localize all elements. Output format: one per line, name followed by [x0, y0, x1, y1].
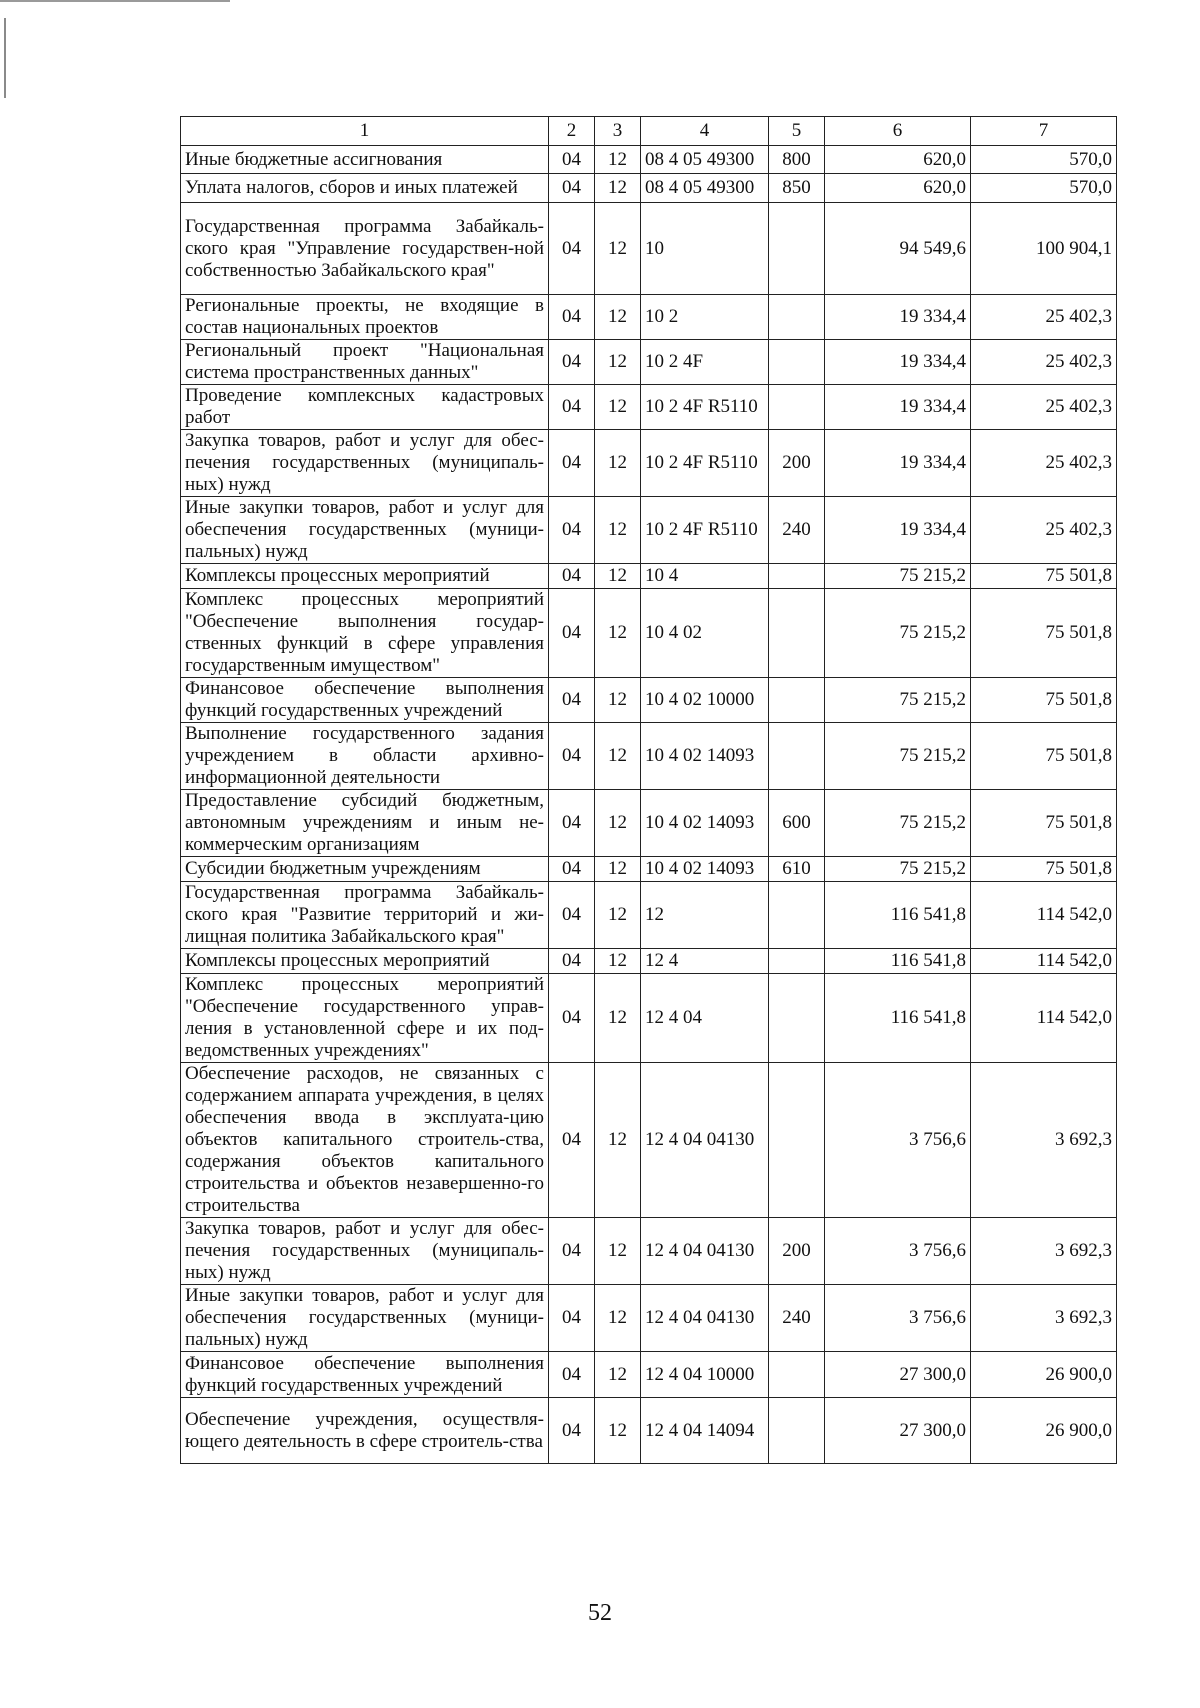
section-code-cell: 04: [549, 385, 595, 430]
section-code-cell: 04: [549, 295, 595, 340]
amount-year1-cell: 620,0: [825, 174, 971, 203]
amount-year2-cell: 570,0: [971, 146, 1117, 174]
amount-year1-cell: 19 334,4: [825, 385, 971, 430]
section-code-cell: 04: [549, 857, 595, 882]
row-name-cell: Иные бюджетные ассигнования: [181, 146, 549, 174]
table-row: [181, 857, 1117, 882]
expense-type-cell: [769, 340, 825, 385]
row-name-cell: Выполнение государственного задания учреждением в области архивно-информационной деятельности: [181, 723, 549, 790]
subsection-code-cell: 12: [595, 295, 641, 340]
column-header: 1: [181, 117, 549, 146]
table-header-row: [181, 117, 1117, 146]
amount-year2-cell: 26 900,0: [971, 1352, 1117, 1398]
expense-type-cell: 610: [769, 857, 825, 882]
subsection-code-cell: 12: [595, 146, 641, 174]
subsection-code-cell: 12: [595, 857, 641, 882]
table-row: [181, 340, 1117, 385]
expense-type-cell: [769, 385, 825, 430]
amount-year1-cell: 27 300,0: [825, 1352, 971, 1398]
expense-type-cell: 850: [769, 174, 825, 203]
column-header: 5: [769, 117, 825, 146]
scan-edge-mark-left: [4, 18, 6, 98]
amount-year1-cell: 3 756,6: [825, 1218, 971, 1285]
target-article-cell: 10: [641, 203, 769, 295]
amount-year1-cell: 116 541,8: [825, 882, 971, 949]
row-name-cell: Предоставление субсидий бюджетным, автономным учреждениям и иным не-коммерческим организациям: [181, 790, 549, 857]
row-name-cell: Комплексы процессных мероприятий: [181, 564, 549, 589]
amount-year2-cell: 114 542,0: [971, 949, 1117, 974]
amount-year1-cell: 75 215,2: [825, 723, 971, 790]
section-code-cell: 04: [549, 340, 595, 385]
subsection-code-cell: 12: [595, 949, 641, 974]
expense-type-cell: 240: [769, 1285, 825, 1352]
expense-type-cell: [769, 1063, 825, 1218]
target-article-cell: 10 2 4F: [641, 340, 769, 385]
row-name-cell: Финансовое обеспечение выполнения функций государственных учреждений: [181, 678, 549, 723]
target-article-cell: 12 4 04 14094: [641, 1398, 769, 1464]
target-article-cell: 10 4 02 10000: [641, 678, 769, 723]
amount-year2-cell: 26 900,0: [971, 1398, 1117, 1464]
target-article-cell: 10 4 02 14093: [641, 723, 769, 790]
section-code-cell: 04: [549, 949, 595, 974]
expense-type-cell: [769, 678, 825, 723]
amount-year1-cell: 75 215,2: [825, 790, 971, 857]
row-name-cell: Проведение комплексных кадастровых работ: [181, 385, 549, 430]
column-header: 7: [971, 117, 1117, 146]
target-article-cell: 12 4 04 04130: [641, 1218, 769, 1285]
section-code-cell: 04: [549, 678, 595, 723]
table-row: [181, 1218, 1117, 1285]
section-code-cell: 04: [549, 1063, 595, 1218]
section-code-cell: 04: [549, 882, 595, 949]
subsection-code-cell: 12: [595, 1063, 641, 1218]
table-row: [181, 203, 1117, 295]
expense-type-cell: [769, 564, 825, 589]
subsection-code-cell: 12: [595, 1398, 641, 1464]
row-name-cell: Закупка товаров, работ и услуг для обес-печения государственных (муниципаль-ных) нужд: [181, 430, 549, 497]
expense-type-cell: [769, 949, 825, 974]
table-row: [181, 1398, 1117, 1464]
amount-year2-cell: 3 692,3: [971, 1285, 1117, 1352]
subsection-code-cell: 12: [595, 790, 641, 857]
amount-year1-cell: 75 215,2: [825, 678, 971, 723]
section-code-cell: 04: [549, 974, 595, 1063]
section-code-cell: 04: [549, 1218, 595, 1285]
section-code-cell: 04: [549, 1398, 595, 1464]
target-article-cell: 10 2 4F R5110: [641, 385, 769, 430]
subsection-code-cell: 12: [595, 385, 641, 430]
column-header: 3: [595, 117, 641, 146]
section-code-cell: 04: [549, 723, 595, 790]
amount-year1-cell: 19 334,4: [825, 295, 971, 340]
section-code-cell: 04: [549, 790, 595, 857]
row-name-cell: Обеспечение учреждения, осуществля-ющего деятельность в сфере строитель-ства: [181, 1398, 549, 1464]
expense-type-cell: [769, 589, 825, 678]
budget-table: [180, 116, 1117, 1464]
amount-year1-cell: 75 215,2: [825, 564, 971, 589]
amount-year2-cell: 25 402,3: [971, 340, 1117, 385]
target-article-cell: 12 4: [641, 949, 769, 974]
row-name-cell: Государственная программа Забайкаль-ского края "Управление государствен-ной собственностью Забайкальского края": [181, 203, 549, 295]
table-row: [181, 949, 1117, 974]
amount-year2-cell: 3 692,3: [971, 1063, 1117, 1218]
row-name-cell: Комплекс процессных мероприятий "Обеспечение государственного управ-ления в установленной сфере и их под-ведомственных учреждениях": [181, 974, 549, 1063]
expense-type-cell: [769, 1352, 825, 1398]
amount-year2-cell: 3 692,3: [971, 1218, 1117, 1285]
subsection-code-cell: 12: [595, 340, 641, 385]
expense-type-cell: [769, 723, 825, 790]
amount-year2-cell: 75 501,8: [971, 723, 1117, 790]
amount-year1-cell: 620,0: [825, 146, 971, 174]
subsection-code-cell: 12: [595, 882, 641, 949]
subsection-code-cell: 12: [595, 1285, 641, 1352]
table-row: [181, 430, 1117, 497]
target-article-cell: 08 4 05 49300: [641, 174, 769, 203]
column-header: 2: [549, 117, 595, 146]
row-name-cell: Обеспечение расходов, не связанных с содержанием аппарата учреждения, в целях обеспечения ввода в эксплуата-цию объектов капитального строитель-ства, содержания объектов капитального строительства и объектов незавершенно-го строительства: [181, 1063, 549, 1218]
column-header: 4: [641, 117, 769, 146]
table-row: [181, 497, 1117, 564]
row-name-cell: Иные закупки товаров, работ и услуг для обеспечения государственных (муници-пальных) нужд: [181, 1285, 549, 1352]
table-row: [181, 564, 1117, 589]
target-article-cell: 12: [641, 882, 769, 949]
subsection-code-cell: 12: [595, 430, 641, 497]
amount-year1-cell: 19 334,4: [825, 430, 971, 497]
scan-edge-mark: [0, 0, 230, 2]
table-row: [181, 678, 1117, 723]
subsection-code-cell: 12: [595, 203, 641, 295]
table-row: [181, 385, 1117, 430]
amount-year1-cell: 75 215,2: [825, 589, 971, 678]
amount-year1-cell: 3 756,6: [825, 1063, 971, 1218]
amount-year2-cell: 114 542,0: [971, 974, 1117, 1063]
target-article-cell: 12 4 04 04130: [641, 1063, 769, 1218]
amount-year2-cell: 570,0: [971, 174, 1117, 203]
amount-year1-cell: 75 215,2: [825, 857, 971, 882]
table-row: [181, 1352, 1117, 1398]
subsection-code-cell: 12: [595, 678, 641, 723]
expense-type-cell: 600: [769, 790, 825, 857]
row-name-cell: Комплекс процессных мероприятий "Обеспечение выполнения государ-ственных функций в сфере управления государственным имуществом": [181, 589, 549, 678]
amount-year2-cell: 75 501,8: [971, 678, 1117, 723]
amount-year1-cell: 3 756,6: [825, 1285, 971, 1352]
row-name-cell: Субсидии бюджетным учреждениям: [181, 857, 549, 882]
expense-type-cell: [769, 1398, 825, 1464]
section-code-cell: 04: [549, 564, 595, 589]
table-row: [181, 790, 1117, 857]
amount-year1-cell: 94 549,6: [825, 203, 971, 295]
section-code-cell: 04: [549, 203, 595, 295]
table-row: [181, 589, 1117, 678]
expense-type-cell: 800: [769, 146, 825, 174]
column-header: 6: [825, 117, 971, 146]
section-code-cell: 04: [549, 1285, 595, 1352]
target-article-cell: 12 4 04 04130: [641, 1285, 769, 1352]
expense-type-cell: 200: [769, 1218, 825, 1285]
expense-type-cell: [769, 974, 825, 1063]
target-article-cell: 10 2: [641, 295, 769, 340]
amount-year1-cell: 19 334,4: [825, 497, 971, 564]
target-article-cell: 12 4 04: [641, 974, 769, 1063]
table-row: [181, 974, 1117, 1063]
table-body: [181, 146, 1117, 1464]
table-row: [181, 295, 1117, 340]
target-article-cell: 08 4 05 49300: [641, 146, 769, 174]
amount-year1-cell: 116 541,8: [825, 949, 971, 974]
target-article-cell: 10 4: [641, 564, 769, 589]
subsection-code-cell: 12: [595, 589, 641, 678]
table-row: [181, 1063, 1117, 1218]
section-code-cell: 04: [549, 174, 595, 203]
amount-year2-cell: 75 501,8: [971, 564, 1117, 589]
amount-year2-cell: 25 402,3: [971, 385, 1117, 430]
section-code-cell: 04: [549, 146, 595, 174]
row-name-cell: Региональный проект "Национальная система пространственных данных": [181, 340, 549, 385]
page-number: 52: [588, 1600, 612, 1626]
row-name-cell: Государственная программа Забайкаль-ского края "Развитие территорий и жи-лищная политика Забайкальского края": [181, 882, 549, 949]
amount-year2-cell: 25 402,3: [971, 295, 1117, 340]
row-name-cell: Комплексы процессных мероприятий: [181, 949, 549, 974]
expense-type-cell: 200: [769, 430, 825, 497]
target-article-cell: 12 4 04 10000: [641, 1352, 769, 1398]
amount-year2-cell: 25 402,3: [971, 430, 1117, 497]
section-code-cell: 04: [549, 497, 595, 564]
subsection-code-cell: 12: [595, 174, 641, 203]
target-article-cell: 10 2 4F R5110: [641, 430, 769, 497]
target-article-cell: 10 4 02 14093: [641, 790, 769, 857]
amount-year2-cell: 25 402,3: [971, 497, 1117, 564]
expense-type-cell: 240: [769, 497, 825, 564]
target-article-cell: 10 4 02 14093: [641, 857, 769, 882]
expense-type-cell: [769, 203, 825, 295]
table-row: [181, 882, 1117, 949]
subsection-code-cell: 12: [595, 1352, 641, 1398]
expense-type-cell: [769, 882, 825, 949]
target-article-cell: 10 4 02: [641, 589, 769, 678]
amount-year2-cell: 75 501,8: [971, 790, 1117, 857]
amount-year1-cell: 27 300,0: [825, 1398, 971, 1464]
target-article-cell: 10 2 4F R5110: [641, 497, 769, 564]
section-code-cell: 04: [549, 430, 595, 497]
amount-year2-cell: 114 542,0: [971, 882, 1117, 949]
amount-year2-cell: 75 501,8: [971, 857, 1117, 882]
subsection-code-cell: 12: [595, 497, 641, 564]
subsection-code-cell: 12: [595, 1218, 641, 1285]
subsection-code-cell: 12: [595, 974, 641, 1063]
amount-year1-cell: 116 541,8: [825, 974, 971, 1063]
row-name-cell: Финансовое обеспечение выполнения функций государственных учреждений: [181, 1352, 549, 1398]
amount-year2-cell: 75 501,8: [971, 589, 1117, 678]
row-name-cell: Региональные проекты, не входящие в состав национальных проектов: [181, 295, 549, 340]
subsection-code-cell: 12: [595, 723, 641, 790]
subsection-code-cell: 12: [595, 564, 641, 589]
expense-type-cell: [769, 295, 825, 340]
table-row: [181, 174, 1117, 203]
table-row: [181, 723, 1117, 790]
amount-year1-cell: 19 334,4: [825, 340, 971, 385]
table-row: [181, 1285, 1117, 1352]
table-row: [181, 146, 1117, 174]
row-name-cell: Иные закупки товаров, работ и услуг для обеспечения государственных (муници-пальных) нужд: [181, 497, 549, 564]
row-name-cell: Уплата налогов, сборов и иных платежей: [181, 174, 549, 203]
section-code-cell: 04: [549, 589, 595, 678]
section-code-cell: 04: [549, 1352, 595, 1398]
amount-year2-cell: 100 904,1: [971, 203, 1117, 295]
row-name-cell: Закупка товаров, работ и услуг для обес-печения государственных (муниципаль-ных) нужд: [181, 1218, 549, 1285]
